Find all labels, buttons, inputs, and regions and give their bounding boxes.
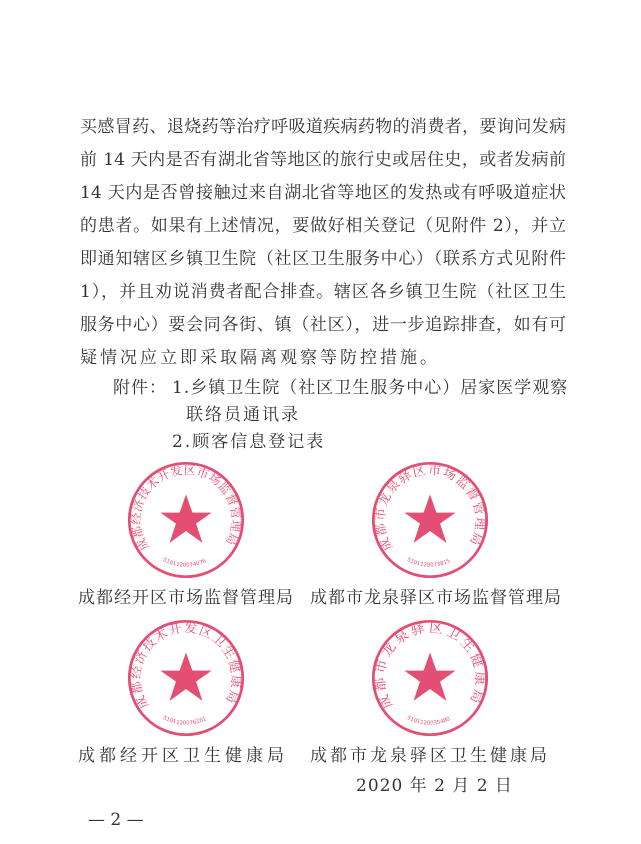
official-seal xyxy=(122,614,250,742)
signature-longquanyi-health: 成都市龙泉驿区卫生健康局 xyxy=(310,746,550,766)
attachments-label: 附件： xyxy=(113,378,167,398)
star-icon xyxy=(160,494,211,542)
svg-text:成都经济技术开发区卫生健康局: 成都经济技术开发区卫生健康局 xyxy=(128,620,244,711)
svg-text:成都经济技术开发区市场监督管理局: 成都经济技术开发区市场监督管理局 xyxy=(129,463,244,554)
body-line: 服务中心）要会同各街、镇（社区），进一步追踪排查，如有可 xyxy=(80,315,566,335)
official-seal xyxy=(366,456,494,584)
svg-text:5101120073815: 5101120073815 xyxy=(405,557,452,569)
body-line: 前 14 天内是否有湖北省等地区的旅行史或居住史，或者发病前 xyxy=(80,150,566,170)
svg-text:5101120074076: 5101120074076 xyxy=(161,557,208,569)
attachment-1: 1.乡镇卫生院（社区卫生服务中心）居家医学观察 xyxy=(172,378,569,398)
document-date: 2020 年 2 月 2 日 xyxy=(356,776,513,796)
star-icon xyxy=(160,652,211,700)
body-line: 疑情况应立即采取隔离观察等防控措施。 xyxy=(80,348,440,368)
signature-jingkai-health: 成都经开区卫生健康局 xyxy=(78,746,288,766)
attachment-1-cont: 联络员通讯录 xyxy=(186,405,300,425)
page-number: — 2 — xyxy=(88,810,144,830)
official-seal xyxy=(122,456,250,584)
body-line: 的患者。如果有上述情况，要做好相关登记（见附件 2），并立 xyxy=(80,216,566,236)
signature-longquanyi-market: 成都市龙泉驿区市场监督管理局 xyxy=(310,588,562,608)
attachment-2: 2.顾客信息登记表 xyxy=(172,432,326,452)
signature-jingkai-market: 成都经开区市场监督管理局 xyxy=(78,588,294,608)
star-icon xyxy=(404,652,455,700)
official-seal xyxy=(366,614,494,742)
body-line: 买感冒药、退烧药等治疗呼吸道疾病药物的消费者，要询问发病 xyxy=(80,117,566,137)
body-line: 14 天内是否曾接触过来自湖北省等地区的发热或有呼吸道症状 xyxy=(80,183,566,203)
svg-text:5101120076161: 5101120076161 xyxy=(161,715,208,727)
svg-text:成都市龙泉驿区市场监督管理局: 成都市龙泉驿区市场监督管理局 xyxy=(372,462,488,553)
svg-text:5101120035480: 5101120035480 xyxy=(405,715,452,727)
star-icon xyxy=(404,494,455,542)
body-line: 即通知辖区乡镇卫生院（社区卫生服务中心）（联系方式见附件 xyxy=(80,249,566,269)
body-line: 1），并且劝说消费者配合排查。辖区各乡镇卫生院（社区卫生 xyxy=(80,282,566,302)
svg-text:成都市龙泉驿区卫生健康局: 成都市龙泉驿区卫生健康局 xyxy=(371,619,488,712)
